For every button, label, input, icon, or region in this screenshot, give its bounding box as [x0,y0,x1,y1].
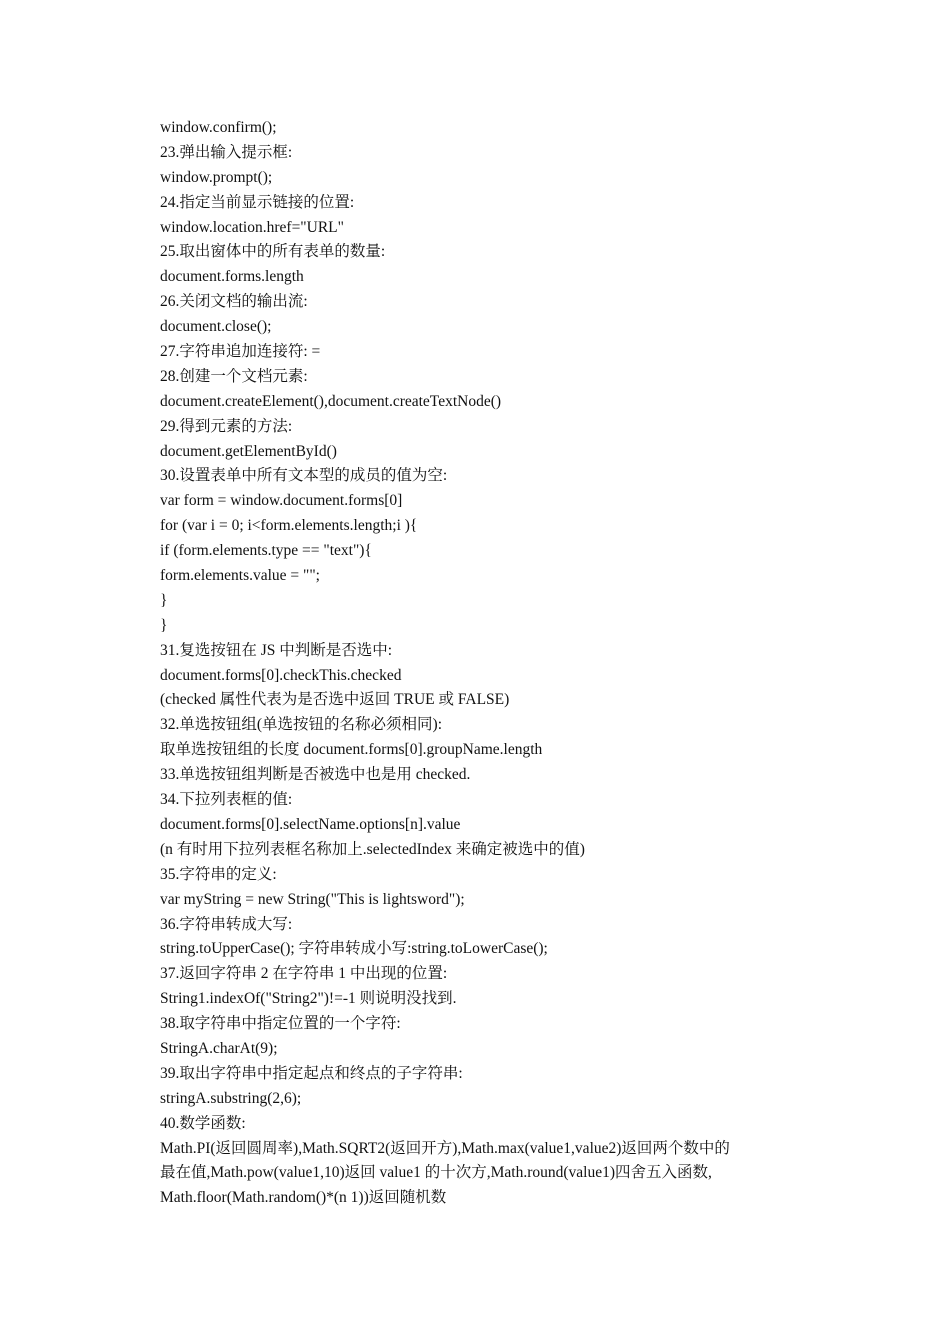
text-line: String1.indexOf("String2")!=-1 则说明没找到. [160,990,457,1008]
text-line: 31.复选按钮在 JS 中判断是否选中: [160,641,393,659]
text-line: for (var i = 0; i<form.elements.length;i ){ [160,517,418,535]
text-line: var form = window.document.forms[0] [160,492,403,510]
text-line: if (form.elements.type == "text"){ [160,542,372,560]
text-line: window.confirm(); [160,119,277,136]
text-line: } [160,591,168,609]
text-line: 35.字符串的定义: [160,865,277,883]
text-line: window.location.href="URL" [160,218,344,236]
text-line: 28.创建一个文档元素: [160,367,308,385]
text-line: document.forms[0].checkThis.checked [160,666,402,684]
text-line: 34.下拉列表框的值: [160,791,293,809]
text-line: document.close(); [160,318,272,336]
text-line: 29.得到元素的方法: [160,417,293,435]
text-line: 最在值,Math.pow(value1,10)返回 value1 的十次方,Math.round(value1)四舍五入函数, [160,1164,712,1182]
text-line: 25.取出窗体中的所有表单的数量: [160,243,386,261]
text-line: 39.取出字符串中指定起点和终点的子字符串: [160,1064,463,1082]
text-line: document.getElementById() [160,442,337,460]
text-line: 37.返回字符串 2 在字符串 1 中出现的位置: [160,965,448,983]
text-line: 38.取字符串中指定位置的一个字符: [160,1015,401,1033]
text-line: (checked 属性代表为是否选中返回 TRUE 或 FALSE) [160,691,510,709]
text-line: string.toUpperCase(); 字符串转成小写:string.toLowerCase(); [160,940,548,958]
text-line: 33.单选按钮组判断是否被选中也是用 checked. [160,766,471,784]
text-line: Math.floor(Math.random()*(n 1))返回随机数 [160,1189,447,1207]
text-line: window.prompt(); [160,168,273,186]
text-line: document.createElement(),document.createTextNode() [160,392,502,410]
text-line: 24.指定当前显示链接的位置: [160,193,355,211]
text-line: 23.弹出输入提示框: [160,143,293,161]
text-line: 36.字符串转成大写: [160,915,293,933]
text-line: stringA.substring(2,6); [160,1089,302,1107]
text-line: 27.字符串追加连接符: = [160,343,321,361]
text-line: 26.关闭文档的输出流: [160,293,308,311]
text-line: 32.单选按钮组(单选按钮的名称必须相同): [160,716,443,734]
document-body [160,116,800,1211]
text-line: } [160,616,168,634]
text-line: Math.PI(返回圆周率),Math.SQRT2(返回开方),Math.max(value1,value2)返回两个数中的 [160,1139,730,1157]
text-line: (n 有时用下拉列表框名称加上.selectedIndex 来确定被选中的值) [160,840,585,858]
text-line: document.forms.length [160,268,304,286]
text-line: 取单选按钮组的长度 document.forms[0].groupName.length [160,741,543,759]
text-line: document.forms[0].selectName.options[n].value [160,815,461,833]
text-line: var myString = new String("This is lightsword"); [160,890,465,908]
text-line: 40.数学函数: [160,1114,246,1132]
text-line: form.elements.value = ""; [160,567,320,585]
text-line: StringA.charAt(9); [160,1039,278,1057]
text-line: 30.设置表单中所有文本型的成员的值为空: [160,467,448,485]
